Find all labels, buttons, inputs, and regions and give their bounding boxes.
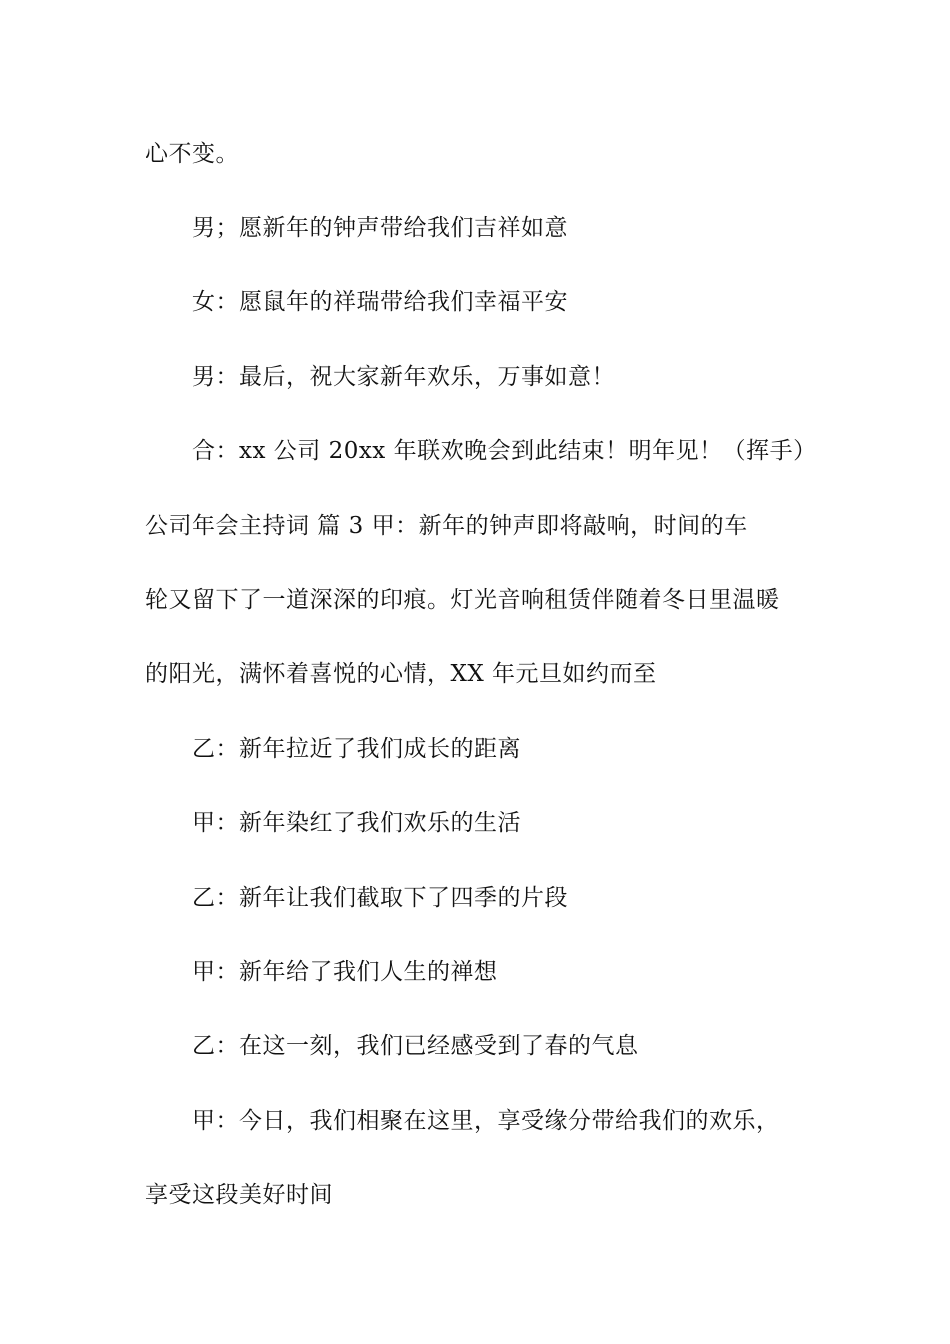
text-line: 男：最后，祝大家新年欢乐，万事如意！ [192,364,615,390]
text-line: 享受这段美好时间 [145,1182,333,1208]
text-line: 甲：新年染红了我们欢乐的生活 [192,810,521,836]
text-line: 乙：新年让我们截取下了四季的片段 [192,885,568,911]
text-line: 乙：在这一刻，我们已经感受到了春的气息 [192,1033,639,1059]
text-line: 甲：今日，我们相聚在这里，享受缘分带给我们的欢乐， [192,1108,780,1134]
text-line: 心不变。 [145,141,239,167]
text-line: 女：愿鼠年的祥瑞带给我们幸福平安 [192,289,568,315]
text-line: 公司年会主持词 篇 3 甲：新年的钟声即将敲响，时间的车 [145,513,748,539]
text-line: 乙：新年拉近了我们成长的距离 [192,736,521,762]
text-line: 合：xx 公司 20xx 年联欢晚会到此结束！明年见！（挥手） [192,438,817,464]
text-line: 的阳光，满怀着喜悦的心情，XX 年元旦如约而至 [145,661,657,687]
text-line: 轮又留下了一道深深的印痕。灯光音响租赁伴随着冬日里温暖 [145,587,780,613]
text-line: 男；愿新年的钟声带给我们吉祥如意 [192,215,568,241]
text-line: 甲：新年给了我们人生的禅想 [192,959,498,985]
